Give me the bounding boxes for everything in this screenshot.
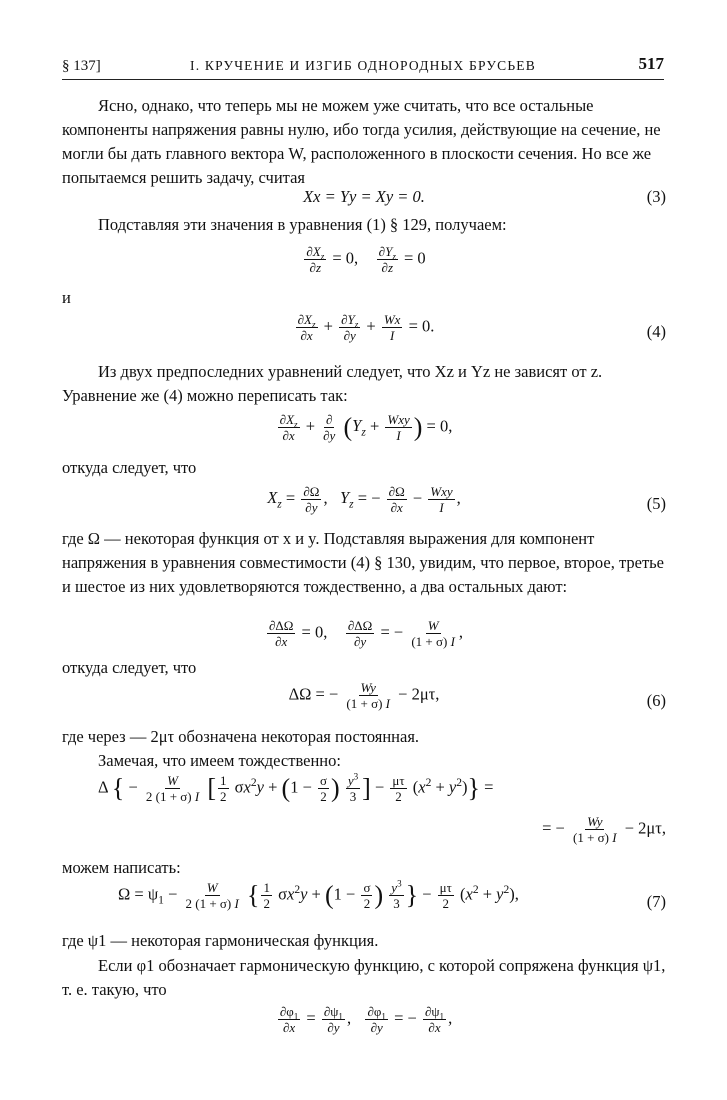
- paragraph-1: Ясно, однако, что теперь мы не можем уже считать, что все остальные компоненты напряжения равны нулю, ибо тогда усилия, действующие на сечение, не могли бы дать главного вектора W, расположенного в плоскости сечения. Но все же попытаемся решить задачу, считая: [62, 96, 661, 187]
- chapter-title: I. КРУЧЕНИЕ И ИЗГИБ ОДНОРОДНЫХ БРУСЬЕВ: [190, 58, 536, 73]
- paragraph-2: Подставляя эти значения в уравнения (1) § 129, получаем:: [98, 215, 507, 234]
- paragraph-6: где Ω — некоторая функция от x и y. Подставляя выражения для компонент напряжения в уравнения совместимости (4) § 130, увидим, что первое, второе, третье и шестое из них удовлетворяются тождественно, а два остальных дают:: [62, 529, 665, 596]
- page-number: 517: [638, 54, 664, 73]
- equation-3-number: (3): [646, 187, 666, 206]
- paragraph-8: где через — 2μτ обозначена некоторая постоянная.: [62, 727, 420, 746]
- equation-7-number: (7): [646, 892, 666, 911]
- equation-cauchy-riemann: $\frac{\partial\varphi_1}{\partial x}$ = $\frac{\partial\psi_1}{\partial y}$ , $\frac{\partial\varphi_1}{\partial y}$ = − $\frac{\partial\psi_1}{\partial x}$ ,: [279, 1004, 453, 1035]
- paragraph-5: откуда следует, что: [62, 458, 197, 477]
- equation-3: [62, 184, 666, 210]
- paragraph-11: где ψ1 — некоторая гармоническая функция.: [62, 931, 379, 950]
- equation-4: $\frac{\partial X_z}{\partial x}$ + $\frac{\partial Y_z}{\partial y}$ + $\frac{Wx}{I}$ = 0. (4): [297, 312, 666, 343]
- paragraph-12: Если φ1 обозначает гармоническую функцию, с которой сопряжена функция ψ1, т. е. такую, что: [62, 956, 666, 999]
- equation-5-number: (5): [646, 494, 666, 513]
- equation-7: $\Omega = \psi_1$ − $\frac{W}{2 (1 + \sigma) I}$ { $\frac{1}{2}$ $\sigma x^2y + (1$ − $\frac{\sigma}{2}$ ) $\frac{y^3}{3}$ } − $\frac{\mu\tau}{2}$ $(x^2 + y^2)$, (7): [118, 878, 666, 911]
- paragraph-9: Замечая, что имеем тождественно:: [98, 751, 341, 770]
- equation-identity-line-2: = − $\frac{Wy}{(1 + \sigma) I}$ − 2μτ,: [542, 814, 666, 845]
- equation-rewrite: $\frac{\partial X_z}{\partial x}$ + $\frac{\partial}{\partial y}$ ($Y_z$ + $\frac{\text{Wxy}}{I}$ ) = 0,: [279, 412, 453, 443]
- equation-laplace-derivatives: $\frac{\partial\Delta\Omega}{\partial x}$ = 0, $\frac{\partial\Delta\Omega}{\partial y}$ = − $\frac{W}{(1 + \sigma) I}$ ,: [268, 618, 464, 649]
- equation-dz: $\frac{\partial X_z}{\partial z}$ = 0, $\frac{\partial Y_z}{\partial z}$ = 0: [306, 244, 426, 275]
- paragraph-4: Из двух предпоследних уравнений следует, что Xz и Yz не зависят от z. Уравнение же (4) можно переписать так:: [62, 362, 603, 405]
- paragraph-7: откуда следует, что: [62, 658, 197, 677]
- paragraph-and: и: [62, 288, 71, 307]
- equation-6-number: (6): [646, 691, 666, 710]
- equation-identity-line-1: Δ { − $\frac{W}{2 (1 + \sigma) I}$ [ $\frac{1}{2}$ $\sigma x^2y + (1$ − $\frac{\sigma}{2}$ ) $\frac{y^3}{3}$ ] − $\frac{\mu\tau}{2}$ $(x^2 + y^2)$} =: [98, 771, 494, 804]
- running-header: [62, 54, 664, 80]
- equation-5: $X_z$ = $\frac{\partial\Omega}{\partial y}$ , $Y_z$ = − $\frac{\partial\Omega}{\partial x}$ − $\frac{\text{Wxy}}{I}$ , (5): [267, 484, 666, 515]
- equation-6: ΔΩ = − $\frac{Wy}{(1 + \sigma) I}$ − 2μτ, (6): [288, 680, 666, 711]
- header-rule: [62, 79, 664, 80]
- section-reference: § 137]: [62, 58, 101, 74]
- paragraph-10: можем написать:: [62, 858, 181, 877]
- equation-4-number: (4): [646, 322, 666, 341]
- equation-3-body: Xx = Yy = Xy = 0.: [303, 187, 425, 206]
